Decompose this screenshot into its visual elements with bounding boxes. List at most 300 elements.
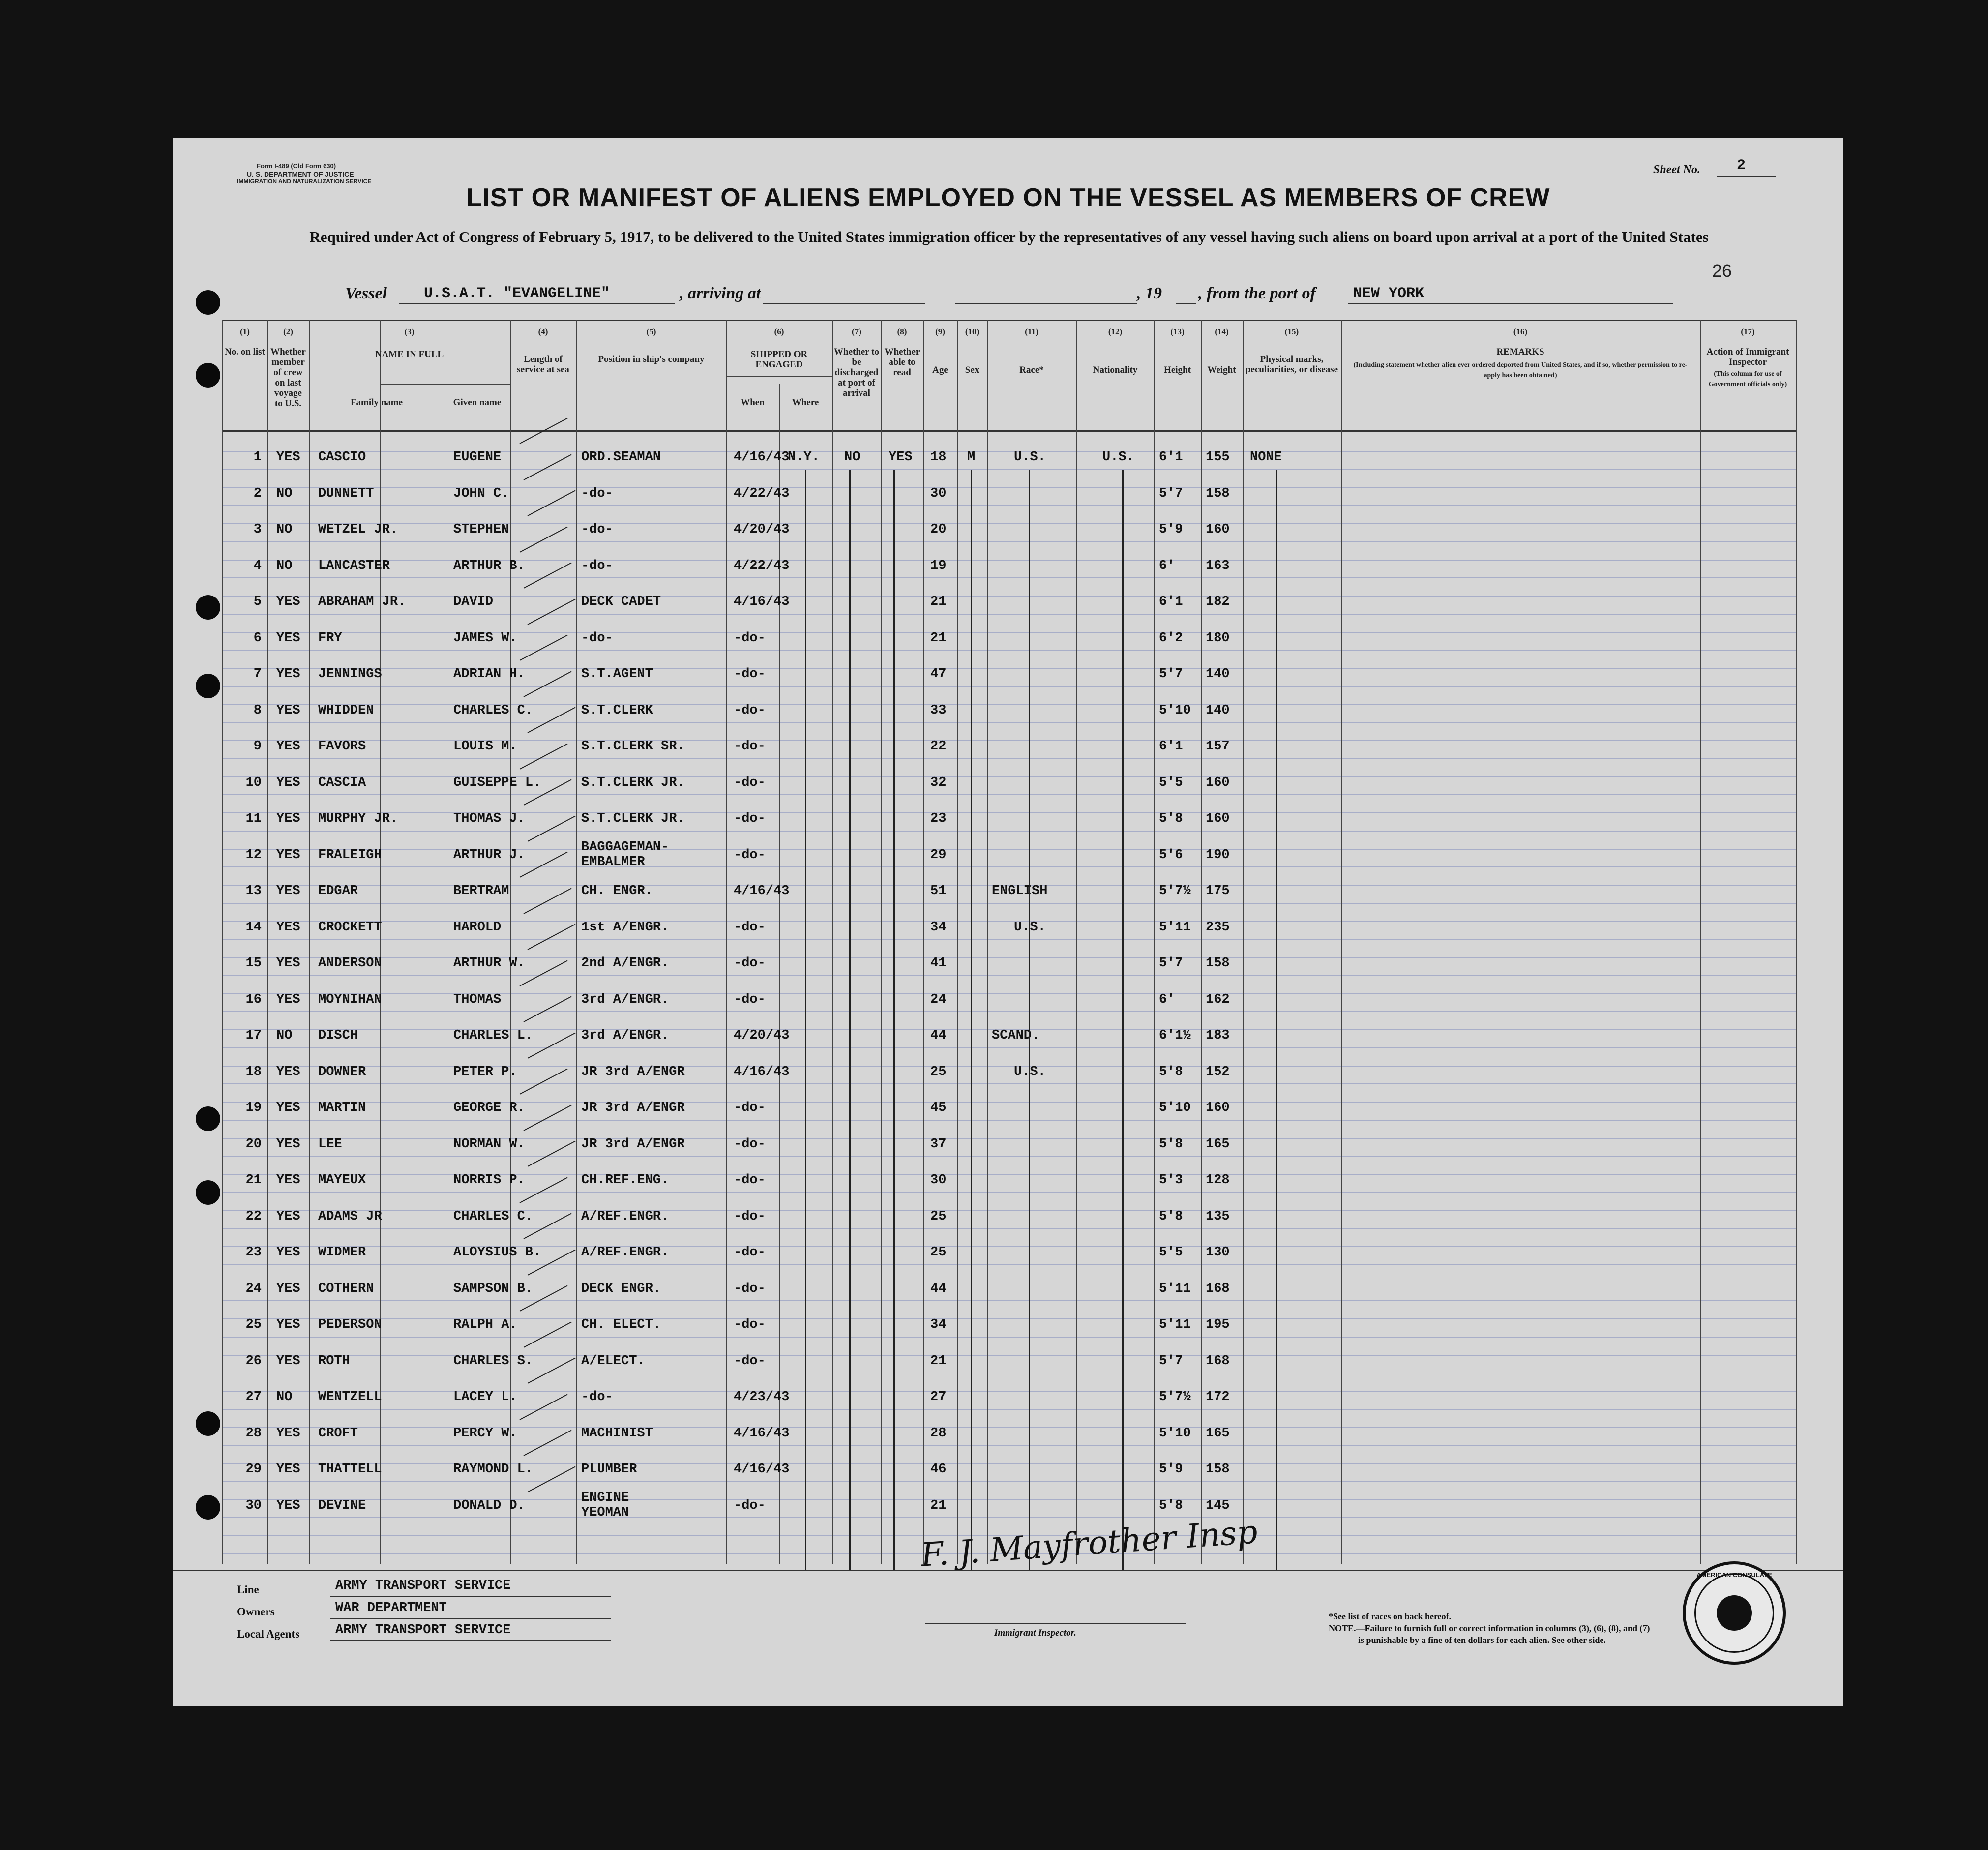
col-9-label: Age (932, 365, 948, 375)
service-tick-mark (520, 1068, 568, 1094)
row-11-given: THOMAS J. (453, 811, 525, 826)
row-7-position: S.T.AGENT (581, 667, 653, 682)
row-15-no: 15 (245, 956, 262, 971)
ditto-line (893, 470, 895, 1571)
row-10-when: -do- (734, 775, 766, 790)
row-10-given: GUISEPPE L. (453, 775, 541, 790)
row-28-position: MACHINIST (581, 1426, 653, 1441)
row-29-weight: 158 (1206, 1462, 1230, 1477)
row-8-no: 8 (253, 703, 262, 718)
service-tick-mark (524, 996, 572, 1022)
row-27-prev: NO (276, 1390, 293, 1404)
row-9-height: 6'1 (1159, 739, 1183, 754)
row-20-no: 20 (245, 1136, 262, 1152)
row-14-no: 14 (245, 920, 262, 935)
binder-hole (196, 595, 220, 620)
row-26-height: 5'7 (1159, 1353, 1183, 1369)
row-6-when: -do- (734, 630, 766, 646)
row-2-given: JOHN C. (453, 486, 509, 501)
row-20-when: -do- (734, 1136, 766, 1152)
row-1-marks: NONE (1250, 450, 1282, 465)
row-13-race: ENGLISH (992, 884, 1048, 898)
row-3-weight: 160 (1206, 522, 1230, 537)
row-14-weight: 235 (1206, 920, 1230, 935)
row-18-height: 5'8 (1159, 1064, 1183, 1079)
row-17-prev: NO (276, 1028, 293, 1043)
row-26-family: ROTH (318, 1353, 350, 1369)
row-19-no: 19 (245, 1101, 262, 1115)
shipped-when-header: When (741, 397, 765, 408)
ditto-line (849, 470, 851, 1571)
row-11-no: 11 (245, 811, 262, 826)
row-27-when: 4/23/43 (734, 1390, 790, 1404)
row-3-age: 20 (930, 522, 947, 537)
row-26-when: -do- (734, 1353, 766, 1369)
service-tick-mark (528, 1032, 576, 1058)
row-24-given: SAMPSON B. (453, 1281, 534, 1296)
row-27-given: LACEY L. (453, 1390, 517, 1404)
row-15-weight: 158 (1206, 956, 1230, 971)
col-11-label: Race* (1019, 365, 1044, 375)
line-value: ARMY TRANSPORT SERVICE (335, 1579, 511, 1593)
row-14-age: 34 (930, 920, 947, 935)
service-tick-mark (520, 743, 568, 769)
row-9-when: -do- (734, 739, 766, 754)
row-1-age: 18 (930, 450, 947, 465)
row-5-no: 5 (253, 595, 262, 609)
row-21-when: -do- (734, 1173, 766, 1188)
row-28-age: 28 (930, 1426, 947, 1441)
row-17-age: 44 (930, 1028, 947, 1043)
row-15-position: 2nd A/ENGR. (581, 956, 669, 971)
row-22-position: A/REF.ENGR. (581, 1209, 669, 1224)
service-tick-mark (528, 815, 576, 841)
row-16-height: 6' (1159, 992, 1175, 1007)
row-10-prev: YES (276, 775, 300, 790)
col-17-number: (17) (1741, 327, 1755, 336)
row-4-weight: 163 (1206, 558, 1230, 573)
row-2-weight: 158 (1206, 486, 1230, 501)
service-tick-mark (520, 526, 568, 552)
row-18-weight: 152 (1206, 1064, 1230, 1079)
service-tick-mark (528, 1140, 576, 1166)
row-8-position: S.T.CLERK (581, 703, 653, 718)
service-tick-mark (528, 490, 576, 516)
row-7-no: 7 (253, 667, 262, 682)
row-3-height: 5'9 (1159, 522, 1183, 537)
row-22-age: 25 (930, 1209, 947, 1224)
row-27-height: 5'7½ (1159, 1390, 1191, 1404)
row-26-age: 21 (930, 1353, 947, 1369)
row-10-weight: 160 (1206, 775, 1230, 790)
page-title: LIST OR MANIFEST OF ALIENS EMPLOYED ON THE VESSEL AS MEMBERS OF CREW (466, 183, 1550, 212)
row-2-no: 2 (253, 486, 262, 501)
row-1-race: U.S. (1014, 450, 1046, 465)
row-23-family: WIDMER (318, 1245, 366, 1260)
row-6-height: 6'2 (1159, 630, 1183, 646)
row-28-prev: YES (276, 1426, 300, 1441)
agents-value: ARMY TRANSPORT SERVICE (335, 1623, 511, 1638)
ditto-line (1122, 470, 1124, 1571)
row-22-given: CHARLES C. (453, 1209, 534, 1224)
row-5-weight: 182 (1206, 595, 1230, 609)
page-subtitle: Required under Act of Congress of February 5, 1917, to be delivered to the United States immigration officer by the representatives of any vessel having such aliens on board upon arrival at a port of the United States (309, 228, 1709, 245)
port-label: , from the port of (1198, 284, 1316, 302)
row-11-age: 23 (930, 811, 947, 826)
col-3-label: NAME IN FULL (375, 349, 444, 359)
manifest-sheet (173, 138, 1843, 1706)
row-13-age: 51 (930, 884, 947, 898)
row-18-family: DOWNER (318, 1064, 366, 1079)
row-29-height: 5'9 (1159, 1462, 1183, 1477)
penalty-note: NOTE.—Failure to furnish full or correct information in columns (3), (6), (8), and (7) (1329, 1623, 1650, 1633)
row-24-prev: YES (276, 1281, 300, 1296)
row-6-no: 6 (253, 630, 262, 646)
row-22-when: -do- (734, 1209, 766, 1224)
row-17-when: 4/20/43 (734, 1028, 790, 1043)
row-20-position: JR 3rd A/ENGR (581, 1136, 685, 1152)
col-5-number: (5) (646, 327, 656, 336)
row-18-age: 25 (930, 1064, 947, 1079)
arriving-label: , arriving at (680, 284, 761, 302)
row-29-prev: YES (276, 1462, 300, 1477)
row-22-family: ADAMS JR (318, 1209, 382, 1224)
row-19-height: 5'10 (1159, 1101, 1191, 1115)
row-16-position: 3rd A/ENGR. (581, 992, 669, 1007)
row-12-age: 29 (930, 847, 947, 863)
row-6-position: -do- (581, 630, 613, 646)
col-12-number: (12) (1108, 327, 1123, 336)
row-13-family: EDGAR (318, 884, 358, 898)
row-28-height: 5'10 (1159, 1426, 1191, 1441)
row-28-when: 4/16/43 (734, 1426, 790, 1441)
col-10-number: (10) (965, 327, 979, 336)
row-5-prev: YES (276, 595, 300, 609)
service-tick-mark (524, 888, 572, 914)
row-1-weight: 155 (1206, 450, 1230, 465)
row-23-no: 23 (245, 1245, 262, 1260)
row-16-given: THOMAS (453, 992, 502, 1007)
row-15-age: 41 (930, 956, 947, 971)
col-12-label: Nationality (1093, 365, 1138, 375)
row-3-prev: NO (276, 522, 293, 537)
row-23-weight: 130 (1206, 1245, 1230, 1260)
row-21-age: 30 (930, 1173, 947, 1188)
row-6-given: JAMES W. (453, 630, 517, 646)
row-5-given: DAVID (453, 595, 494, 609)
row-25-no: 25 (245, 1317, 262, 1332)
row-15-given: ARTHUR W. (453, 956, 525, 971)
row-17-given: CHARLES L. (453, 1028, 534, 1043)
year-label: , 19 (1137, 284, 1162, 302)
owners-value: WAR DEPARTMENT (335, 1601, 447, 1615)
row-30-age: 21 (930, 1498, 947, 1513)
col-10-label: Sex (965, 365, 979, 375)
col-16-number: (16) (1513, 327, 1528, 336)
row-8-weight: 140 (1206, 703, 1230, 718)
row-7-family: JENNINGS (318, 667, 382, 682)
row-1-no: 1 (253, 450, 262, 465)
row-29-given: RAYMOND L. (453, 1462, 534, 1477)
row-10-no: 10 (245, 775, 262, 790)
row-7-height: 5'7 (1159, 667, 1183, 682)
col-5-label: Position in ship's company (598, 354, 705, 364)
row-2-height: 5'7 (1159, 486, 1183, 501)
row-12-weight: 190 (1206, 847, 1230, 863)
row-20-family: LEE (318, 1136, 342, 1152)
row-1-position: ORD.SEAMAN (581, 450, 661, 465)
row-18-position: JR 3rd A/ENGR (581, 1064, 685, 1079)
col-2-label: Whether member of crew on last voyage to U.S. (270, 347, 306, 409)
row-2-position: -do- (581, 486, 613, 501)
row-3-given: STEPHEN (453, 522, 509, 537)
row-20-weight: 165 (1206, 1136, 1230, 1152)
row-1-height: 6'1 (1159, 450, 1183, 465)
binder-hole (196, 290, 220, 315)
service-tick-mark (524, 1430, 572, 1456)
service-tick-mark (520, 1394, 568, 1420)
row-15-height: 5'7 (1159, 956, 1183, 971)
row-25-given: RALPH A. (453, 1317, 517, 1332)
remarks-sub: (Including statement whether alien ever ordered deported from United States, and if so, whether permission to re-apply has been obtained) (1353, 361, 1688, 379)
agents-label: Local Agents (237, 1628, 300, 1640)
col-2-number: (2) (283, 327, 293, 336)
owners-label: Owners (237, 1606, 275, 1618)
row-1-family: CASCIO (318, 450, 366, 465)
col-6-label: SHIPPED OR ENGAGED (750, 349, 808, 370)
row-30-prev: YES (276, 1498, 300, 1513)
row-13-no: 13 (245, 884, 262, 898)
row-18-given: PETER P. (453, 1064, 517, 1079)
row-16-weight: 162 (1206, 992, 1230, 1007)
races-note: *See list of races on back hereof. (1329, 1611, 1452, 1621)
row-30-weight: 145 (1206, 1498, 1230, 1513)
binder-hole (196, 674, 220, 698)
row-28-no: 28 (245, 1426, 262, 1441)
row-4-age: 19 (930, 558, 947, 573)
row-1-read: YES (889, 450, 913, 465)
col-4-number: (4) (538, 327, 548, 336)
row-24-height: 5'11 (1159, 1281, 1191, 1296)
col-7-number: (7) (852, 327, 861, 336)
row-8-given: CHARLES C. (453, 703, 534, 718)
row-12-height: 5'6 (1159, 847, 1183, 863)
row-12-prev: YES (276, 847, 300, 863)
row-9-given: LOUIS M. (453, 739, 517, 754)
row-8-family: WHIDDEN (318, 703, 374, 718)
row-19-given: GEORGE R. (453, 1101, 525, 1115)
page-number: 26 (1712, 261, 1732, 281)
row-26-weight: 168 (1206, 1353, 1230, 1369)
row-19-weight: 160 (1206, 1101, 1230, 1115)
row-14-when: -do- (734, 920, 766, 935)
consulate-seal (1683, 1561, 1786, 1665)
row-20-height: 5'8 (1159, 1136, 1183, 1152)
row-17-height: 6'1½ (1159, 1028, 1191, 1043)
row-28-weight: 165 (1206, 1426, 1230, 1441)
service-tick-mark (524, 1104, 572, 1131)
row-23-prev: YES (276, 1245, 300, 1260)
row-19-position: JR 3rd A/ENGR (581, 1101, 685, 1115)
col-13-label: Height (1164, 365, 1191, 375)
col-1-label: No. on list (225, 347, 265, 357)
row-3-no: 3 (253, 522, 262, 537)
row-18-race: U.S. (1014, 1064, 1046, 1079)
row-5-when: 4/16/43 (734, 595, 790, 609)
ditto-line (805, 470, 806, 1571)
row-1-where: N.Y. (788, 450, 820, 465)
row-25-when: -do- (734, 1317, 766, 1332)
service-tick-mark (520, 960, 568, 986)
col-6-number: (6) (774, 327, 784, 336)
row-26-given: CHARLES S. (453, 1353, 534, 1369)
row-22-prev: YES (276, 1209, 300, 1224)
row-22-height: 5'8 (1159, 1209, 1183, 1224)
row-26-prev: YES (276, 1353, 300, 1369)
row-19-family: MARTIN (318, 1101, 366, 1115)
service-name: IMMIGRATION AND NATURALIZATION SERVICE (237, 178, 372, 185)
row-10-age: 32 (930, 775, 947, 790)
row-14-prev: YES (276, 920, 300, 935)
row-16-age: 24 (930, 992, 947, 1007)
col-4-label: Length of service at sea (517, 354, 569, 375)
row-2-prev: NO (276, 486, 293, 501)
service-tick-mark (520, 1177, 568, 1203)
row-30-family: DEVINE (318, 1498, 366, 1513)
row-12-no: 12 (245, 847, 262, 863)
row-20-prev: YES (276, 1136, 300, 1152)
row-7-prev: YES (276, 667, 300, 682)
row-14-position: 1st A/ENGR. (581, 920, 669, 935)
row-3-family: WETZEL JR. (318, 522, 398, 537)
row-21-prev: YES (276, 1173, 300, 1188)
row-17-race: SCAND. (992, 1028, 1040, 1043)
row-18-no: 18 (245, 1064, 262, 1079)
row-7-weight: 140 (1206, 667, 1230, 682)
row-15-when: -do- (734, 956, 766, 971)
service-tick-mark (528, 1357, 576, 1383)
row-30-when: -do- (734, 1498, 766, 1513)
row-21-position: CH.REF.ENG. (581, 1173, 669, 1188)
row-30-position-line2: YEOMAN (581, 1505, 629, 1520)
service-tick-mark (524, 671, 572, 697)
col-14-label: Weight (1207, 365, 1236, 375)
row-1-discharged: NO (844, 450, 860, 465)
row-5-position: DECK CADET (581, 595, 661, 609)
row-23-given: ALOYSIUS B. (453, 1245, 541, 1260)
row-16-when: -do- (734, 992, 766, 1007)
row-11-height: 5'8 (1159, 811, 1183, 826)
row-5-family: ABRAHAM JR. (318, 595, 406, 609)
shipped-where-header: Where (792, 397, 819, 408)
row-1-sex: M (967, 450, 976, 465)
row-11-weight: 160 (1206, 811, 1230, 826)
row-10-height: 5'5 (1159, 775, 1183, 790)
row-30-given: DONALD D. (453, 1498, 525, 1513)
row-4-no: 4 (253, 558, 262, 573)
row-10-family: CASCIA (318, 775, 366, 790)
col-7-label: Whether to be discharged at port of arrival (834, 347, 879, 398)
row-23-age: 25 (930, 1245, 947, 1260)
col-15-label: Physical marks, peculiarities, or disease (1245, 354, 1338, 375)
row-11-when: -do- (734, 811, 766, 826)
row-21-weight: 128 (1206, 1173, 1230, 1188)
inspector-col-sub: (This column for use of Government officials only) (1708, 370, 1787, 388)
row-27-family: WENTZELL (318, 1390, 382, 1404)
departure-port: NEW YORK (1353, 285, 1424, 302)
row-24-age: 44 (930, 1281, 947, 1296)
row-13-position: CH. ENGR. (581, 884, 653, 898)
row-27-weight: 172 (1206, 1390, 1230, 1404)
row-20-age: 37 (930, 1136, 947, 1152)
row-11-position: S.T.CLERK JR. (581, 811, 685, 826)
row-13-weight: 175 (1206, 884, 1230, 898)
col-15-number: (15) (1284, 327, 1299, 336)
service-tick-mark (520, 851, 568, 877)
row-30-no: 30 (245, 1498, 262, 1513)
row-19-prev: YES (276, 1101, 300, 1115)
row-12-when: -do- (734, 847, 766, 863)
row-25-position: CH. ELECT. (581, 1317, 661, 1332)
inspector-label: Immigrant Inspector. (994, 1628, 1076, 1638)
form-number: Form I-489 (Old Form 630) (257, 162, 336, 170)
row-12-family: FRALEIGH (318, 847, 382, 863)
binder-hole (196, 1180, 220, 1205)
row-29-no: 29 (245, 1462, 262, 1477)
service-tick-mark (528, 1466, 576, 1492)
service-tick-mark (528, 598, 576, 625)
ditto-line (1029, 470, 1030, 1571)
row-7-age: 47 (930, 667, 947, 682)
seal-text: AMERICAN CONSULATE (1696, 1571, 1772, 1579)
row-30-position: ENGINE (581, 1490, 629, 1505)
row-3-when: 4/20/43 (734, 522, 790, 537)
line-label: Line (237, 1583, 259, 1596)
row-24-when: -do- (734, 1281, 766, 1296)
row-4-height: 6' (1159, 558, 1175, 573)
col-1-number: (1) (240, 327, 250, 336)
row-27-age: 27 (930, 1390, 947, 1404)
col-9-number: (9) (935, 327, 945, 336)
row-27-no: 27 (245, 1390, 262, 1404)
row-9-age: 22 (930, 739, 947, 754)
row-21-family: MAYEUX (318, 1173, 366, 1188)
given-name-header: Given name (453, 397, 502, 408)
row-6-family: FRY (318, 630, 342, 646)
row-25-height: 5'11 (1159, 1317, 1191, 1332)
row-13-height: 5'7½ (1159, 884, 1191, 898)
vessel-label: Vessel (345, 284, 387, 302)
row-8-when: -do- (734, 703, 766, 718)
row-1-given: EUGENE (453, 450, 502, 465)
row-19-age: 45 (930, 1101, 947, 1115)
row-18-prev: YES (276, 1064, 300, 1079)
service-tick-mark (528, 924, 576, 950)
col-17-label: Action of Immigrant Inspector (1706, 347, 1789, 367)
binder-hole (196, 363, 220, 388)
row-8-height: 5'10 (1159, 703, 1191, 718)
row-15-family: ANDERSON (318, 956, 382, 971)
binder-hole (196, 1411, 220, 1436)
row-9-no: 9 (253, 739, 262, 754)
service-tick-mark (524, 454, 572, 480)
row-29-position: PLUMBER (581, 1462, 637, 1477)
row-6-weight: 180 (1206, 630, 1230, 646)
row-25-age: 34 (930, 1317, 947, 1332)
binder-hole (196, 1495, 220, 1520)
service-tick-mark (520, 634, 568, 660)
row-14-family: CROCKETT (318, 920, 382, 935)
